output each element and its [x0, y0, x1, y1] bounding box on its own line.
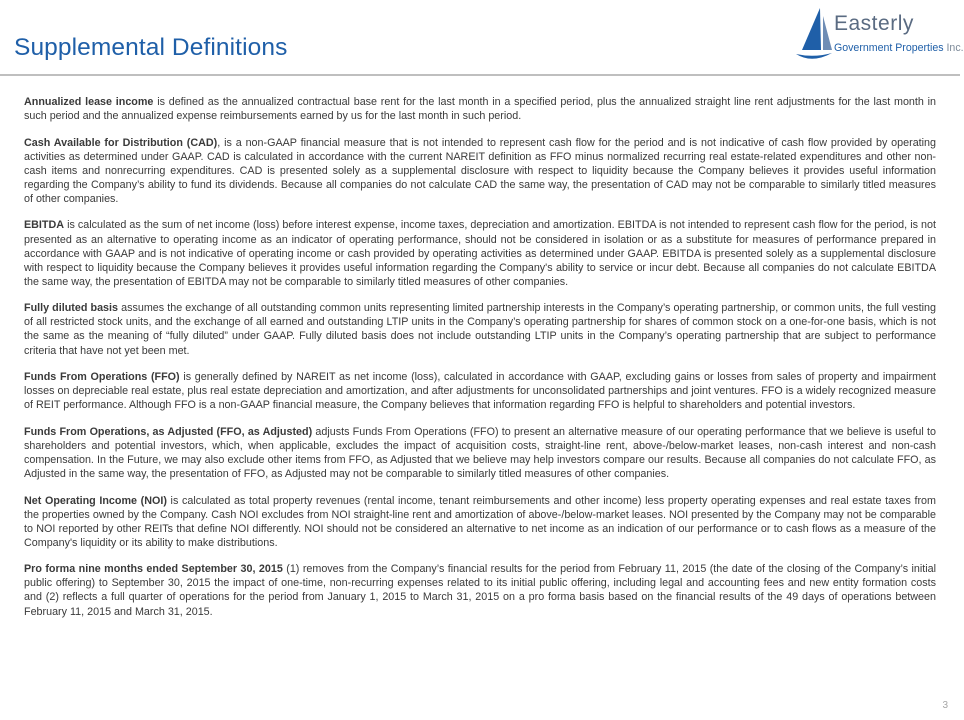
- page-number: 3: [942, 700, 948, 711]
- definitions-list: [24, 95, 936, 631]
- definition-text: assumes the exchange of all outstanding common units representing limited partnership interests in the Company’s operating partnership, or common units, the full vesting of all restricted stock units, and the exchange of all earned and outstanding LTIP units in the Company’s operating partnership for shares of common stock on a one-for-one basis, which is not the same as the meaning of “fully diluted” under GAAP. Fully diluted basis does not include outstanding LTIP units in the Company’s operating partnership that are subject to performance criteria that have not yet been met.: [24, 302, 937, 357]
- definition-text: is calculated as total property revenues (rental income, tenant reimbursements and other income) less property operating expenses and real estate taxes from the properties owned by the Company. Cash NOI excludes from NOI straight-line rent and amortization of above-/below-market leases. NOI presented by the Company may not be comparable to NOI reported by other REITs that define NOI differently. NOI should not be considered an alternative to net income as an indication of our performance or to cash flows as a measure of the Company's liquidity or its ability to make distributions.: [24, 494, 936, 549]
- page-title: Supplemental Definitions: [14, 34, 288, 61]
- definition-text: , is a non-GAAP financial measure that is not intended to represent cash flow for the period and is not indicative of cash flow provided by operating activities as determined under GAAP. CAD is calculated in accordance with the current NAREIT definition as FFO minus normalized recurring real estate-related expenditures and other non-cash items and nonrecurring expenditures. CAD is presented solely as a supplemental disclosure with respect to liquidity because the Company believes it provides useful information regarding the Company’s ability to fund its dividends. Because all companies do not calculate CAD the same way, the presentation of CAD may not be comparable to similarly titled measures of other companies.: [24, 136, 937, 205]
- definition-annualized-lease-income: [24, 95, 936, 123]
- definition-ffo: [24, 370, 936, 412]
- definition-text: is generally defined by NAREIT as net income (loss), calculated in accordance with GAAP, excluding gains or losses from sales of property and impairment losses on depreciable real estate, plus real estate depreciation and amortization, and after adjustments for unconsolidated partnerships and joint ventures. FFO is a widely recognized measure of REIT performance. Although FFO is a non-GAAP financial measure, the Company believes that information regarding FFO is helpful to shareholders and potential investors.: [24, 371, 937, 412]
- definition-ebitda: [24, 218, 936, 288]
- logo-subtitle: [834, 42, 964, 54]
- definition-ffo-as-adjusted: [24, 425, 936, 481]
- definition-pro-forma: [24, 562, 936, 618]
- definition-text: adjusts Funds From Operations (FFO) to present an alternative measure of our operating performance that we believe is useful to shareholders and potential investors, which, when applicable, excludes the impact of acquisition costs, straight-line rent, above-/below-market leases, non-cash interest and non-cash compensation. In the Future, we may also exclude other items from FFO, as Adjusted that we believe may help investors compare our results. Because all companies do not calculate FFO, as Adjusted in the same way, the presentation of FFO, as Adjusted may not be comparable to similarly titled measures of other companies.: [24, 425, 936, 481]
- definition-term: Funds From Operations (FFO): [24, 371, 180, 384]
- logo-suffix: Inc.: [946, 42, 964, 54]
- definition-term: Funds From Operations, as Adjusted (FFO, as Adjusted): [24, 425, 313, 438]
- definition-term: EBITDA: [24, 219, 65, 232]
- definition-noi: [24, 494, 936, 550]
- definition-term: Pro forma nine months ended September 30, 2015: [24, 563, 283, 576]
- definition-term: Fully diluted basis: [24, 302, 119, 315]
- definition-text: is calculated as the sum of net income (loss) before interest expense, income taxes, depreciation and amortization. EBITDA is not intended to represent cash flow for the period, is not presented as an alternative to operating income as an indicator of operating performance, should not be considered in isolation or as a substitute for measures of performance prepared in accordance with GAAP and is not indicative of operating income or cash provided by operating activities as determined under GAAP. EBITDA is presented solely as a supplemental disclosure with respect to liquidity because the Company believes it provides useful information regarding the Company's ability to service or incur debt. Because all companies do not calculate EBITDA the same way, the presentation of EBITDA may not be comparable to similarly titled measures of other companies.: [24, 219, 936, 288]
- definition-term: Net Operating Income (NOI): [24, 494, 167, 507]
- company-logo: [790, 6, 964, 68]
- definition-term: Annualized lease income: [24, 96, 154, 108]
- definition-cad: [24, 136, 936, 206]
- definition-text: is defined as the annualized contractual base rent for the last month in a specified period, plus the annualized straight line rent adjustments for the last month in such period and the annualized expense reimbursements earned by us for the last month in such period.: [24, 96, 936, 123]
- definition-text: (1) removes from the Company’s financial results for the period from February 11, 2015 (the date of the closing of the Company’s initial public offering) to September 30, 2015 the impact of one-time, non-recurring expenses related to its initial public offering, including legal and accounting fees and new entity formation costs and (2) reflects a full quarter of operations for the period from January 1, 2015 to March 31, 2015 on a pro forma basis based on the financial results of the 49 days of operations between February 11, 2015 and March 31, 2015.: [24, 563, 936, 618]
- definition-term: Cash Available for Distribution (CAD): [24, 136, 218, 149]
- sailboat-icon: [790, 6, 834, 68]
- logo-name: Easterly: [834, 12, 914, 35]
- definition-fully-diluted-basis: [24, 301, 936, 357]
- logo-subtitle-text: Government Properties: [834, 42, 944, 54]
- title-divider: [0, 74, 960, 76]
